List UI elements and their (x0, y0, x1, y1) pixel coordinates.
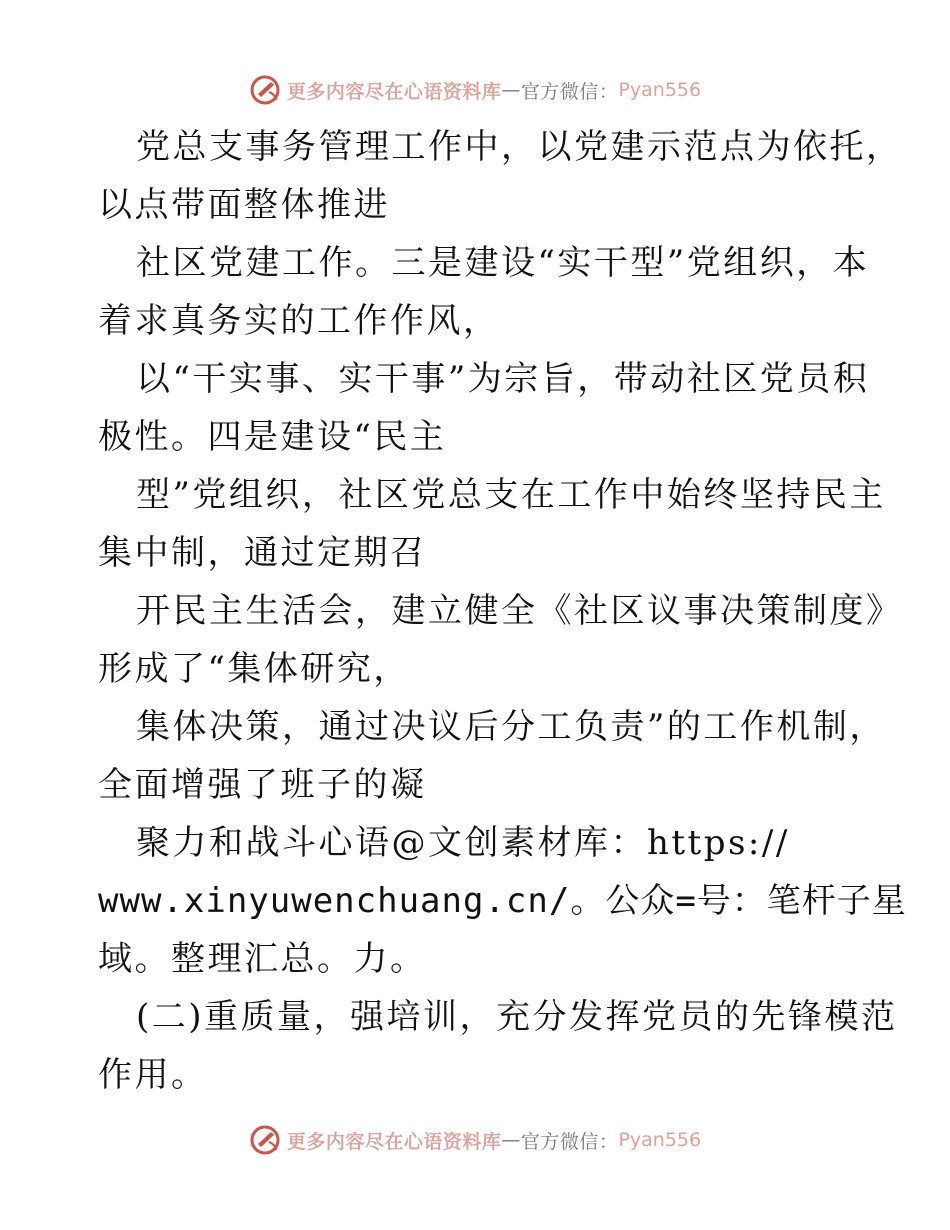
header-banner (0, 70, 950, 110)
text-line: 作用。 (98, 1055, 208, 1095)
text-line: 党总支事务管理工作中，以党建示范点为依托， (136, 127, 903, 167)
document-body (98, 118, 907, 1104)
text-line: 形成了“集体研究， (98, 649, 410, 689)
logo-icon (249, 74, 281, 106)
header-id: Pyan556 (618, 79, 702, 101)
text-line: 着求真务实的工作作风， (98, 301, 500, 341)
footer-banner (0, 1120, 950, 1160)
text-line: www.xinyuwenchuang.cn/。公众=号：笔杆子星 (98, 881, 907, 921)
header-dash: — (501, 79, 521, 101)
text-line: 型”党组织，社区党总支在工作中始终坚持民主 (136, 475, 886, 515)
text-line: 极性。四是建设“民主 (98, 417, 447, 457)
logo-icon (249, 1124, 281, 1156)
header-label: 官方微信： (520, 80, 619, 103)
text-line: 集中制，通过定期召 (98, 533, 427, 573)
text-line: 集体决策，通过决议后分工负责”的工作机制， (136, 707, 886, 747)
text-line: (二)重质量，强培训，充分发挥党员的先锋模范 (136, 997, 898, 1037)
footer-label: 官方微信： (520, 1130, 619, 1153)
text-line: 聚力和战斗心语@文创素材库：https:// (136, 823, 790, 863)
text-line: 域。整理汇总。力。 (98, 939, 427, 979)
text-line: 以点带面整体推进 (98, 185, 390, 225)
text-line: 以“干实事、实干事”为宗旨，带动社区党员积 (136, 359, 870, 399)
footer-dash: — (501, 1129, 521, 1151)
footer-brand: 更多内容尽在心语资料库 (286, 1130, 502, 1153)
text-line: 全面增强了班子的凝 (98, 765, 427, 805)
text-line: 社区党建工作。三是建设“实干型”党组织，本 (136, 243, 870, 283)
header-brand: 更多内容尽在心语资料库 (286, 80, 502, 103)
footer-id: Pyan556 (618, 1129, 702, 1151)
text-line: 开民主生活会，建立健全《社区议事决策制度》 (136, 591, 903, 631)
